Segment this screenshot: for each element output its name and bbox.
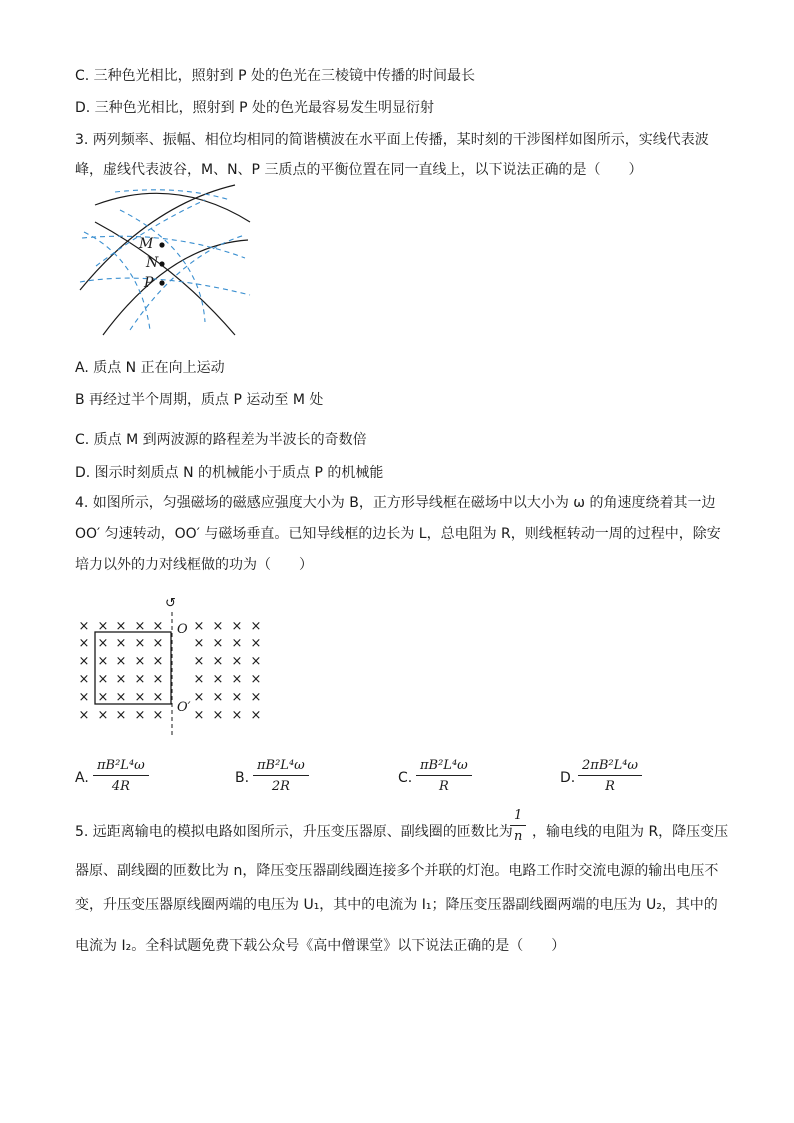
label-p: P	[144, 275, 154, 291]
field-cross-mark: ×	[231, 708, 243, 723]
field-cross-mark: ×	[212, 690, 224, 705]
field-cross-mark: ×	[115, 619, 127, 634]
field-cross-mark: ×	[250, 636, 262, 651]
q4-option-b-fraction	[253, 758, 309, 794]
q3-stem-line2: 峰，虚线代表波谷，M、N、P 三质点的平衡位置在同一直线上，以下说法正确的是（ ）	[75, 162, 643, 178]
fraction-denominator: 2R	[271, 779, 290, 794]
field-cross-mark: ×	[152, 708, 164, 723]
field-cross-mark: ×	[193, 672, 205, 687]
q5-stem-line1-pre: 5. 远距离输电的模拟电路如图所示，升压变压器原、副线圈的匝数比为	[75, 824, 513, 840]
field-cross-mark: ×	[152, 619, 164, 634]
field-cross-mark: ×	[250, 672, 262, 687]
field-cross-mark: ×	[78, 619, 90, 634]
field-cross-mark: ×	[152, 690, 164, 705]
field-cross-mark: ×	[193, 654, 205, 669]
q5-stem-line1	[75, 822, 513, 842]
fraction-denominator: 4R	[111, 779, 130, 794]
field-cross-mark: ×	[212, 654, 224, 669]
field-cross-mark: ×	[231, 619, 243, 634]
field-cross-mark: ×	[78, 636, 90, 651]
q2-option-d: D. 三种色光相比，照射到 P 处的色光最容易发生明显衍射	[75, 100, 435, 116]
field-cross-mark: ×	[78, 654, 90, 669]
q5-stem-line3: 变，升压变压器原线圈两端的电压为 U₁，其中的电流为 I₁；降压变压器副线圈两端的电压为 U₂，其中的	[75, 897, 718, 913]
field-cross-mark: ×	[250, 619, 262, 634]
field-cross-mark: ×	[115, 654, 127, 669]
field-cross-mark: ×	[193, 636, 205, 651]
fraction-numerator: πB²L⁴ω	[253, 758, 309, 776]
field-cross-mark: ×	[152, 654, 164, 669]
field-cross-mark: ×	[212, 708, 224, 723]
q4-option-c-fraction	[416, 758, 472, 794]
q4-option-c-letter: C.	[398, 770, 413, 786]
field-cross-mark: ×	[97, 654, 109, 669]
q4-option-a-letter: A.	[75, 770, 89, 786]
field-cross-mark: ×	[212, 619, 224, 634]
field-cross-mark: ×	[134, 654, 146, 669]
q4-option-b-letter: B.	[235, 770, 250, 786]
field-cross-mark: ×	[231, 636, 243, 651]
fraction-numerator: 2πB²L⁴ω	[578, 758, 642, 776]
q4-option-a-fraction	[93, 758, 149, 794]
q3-stem-line1: 3. 两列频率、振幅、相位均相同的简谐横波在水平面上传播，某时刻的干涉图样如图所示，实线代表波	[75, 132, 709, 148]
field-cross-mark: ×	[115, 636, 127, 651]
field-cross-mark: ×	[97, 672, 109, 687]
field-cross-mark: ×	[134, 690, 146, 705]
field-cross-mark: ×	[78, 708, 90, 723]
field-cross-mark: ×	[250, 690, 262, 705]
field-cross-mark: ×	[134, 672, 146, 687]
field-cross-mark: ×	[250, 654, 262, 669]
q4-option-d-letter: D.	[560, 770, 576, 786]
field-cross-mark: ×	[152, 672, 164, 687]
q3-option-b: B 再经过半个周期，质点 P 运动至 M 处	[75, 392, 324, 408]
field-cross-mark: ×	[231, 654, 243, 669]
field-cross-mark: ×	[115, 708, 127, 723]
q3-option-d: D. 图示时刻质点 N 的机械能小于质点 P 的机械能	[75, 465, 384, 481]
fraction-numerator: πB²L⁴ω	[93, 758, 149, 776]
fraction-denominator: R	[438, 779, 449, 794]
field-cross-mark: ×	[193, 690, 205, 705]
field-cross-mark: ×	[212, 672, 224, 687]
q3-option-a: A. 质点 N 正在向上运动	[75, 360, 225, 376]
rotation-icon: ↺	[165, 596, 176, 611]
q5-stem-line4: 电流为 I₂。全科试题免费下载公众号《高中僧课堂》以下说法正确的是（ ）	[75, 938, 566, 954]
field-cross-mark: ×	[250, 708, 262, 723]
field-cross-mark: ×	[115, 672, 127, 687]
fraction-denominator: R	[605, 779, 615, 794]
field-cross-mark: ×	[231, 690, 243, 705]
q4-stem-line1: 4. 如图所示，匀强磁场的磁感应强度大小为 B，正方形导线框在磁场中以大小为 ω 的角速度绕着其一边	[75, 495, 716, 511]
fraction-numerator: πB²L⁴ω	[416, 758, 472, 776]
field-cross-mark: ×	[134, 636, 146, 651]
field-cross-mark: ×	[212, 636, 224, 651]
q4-stem-line2: OO′ 匀速转动，OO′ 与磁场垂直。已知导线框的边长为 L，总电阻为 R，则线框转动一周的过程中，除安	[75, 526, 721, 542]
q4-option-d-fraction	[578, 758, 642, 794]
label-m: M	[139, 236, 154, 252]
field-cross-mark: ×	[97, 708, 109, 723]
field-cross-mark: ×	[97, 619, 109, 634]
label-n: N	[146, 255, 159, 271]
field-cross-mark: ×	[97, 690, 109, 705]
q3-option-c: C. 质点 M 到两波源的路程差为半波长的奇数倍	[75, 432, 367, 448]
q5-stem-line1-post: ，输电线的电阻为 R，降压变压	[532, 824, 729, 840]
field-cross-mark: ×	[134, 619, 146, 634]
field-cross-mark: ×	[193, 708, 205, 723]
field-cross-mark: ×	[231, 672, 243, 687]
field-cross-mark: ×	[193, 619, 205, 634]
q4-stem-line3: 培力以外的力对线框做的功为（ ）	[75, 557, 313, 573]
label-o-top: O	[177, 622, 188, 637]
field-cross-mark: ×	[78, 672, 90, 687]
q5-turns-ratio	[510, 808, 526, 844]
field-cross-mark: ×	[115, 690, 127, 705]
label-o-bottom: O′	[177, 700, 191, 715]
field-cross-mark: ×	[97, 636, 109, 651]
field-cross-mark: ×	[152, 636, 164, 651]
field-cross-mark: ×	[134, 708, 146, 723]
field-cross-mark: ×	[78, 690, 90, 705]
ratio-numerator: 1	[510, 808, 526, 826]
q5-stem-line2: 器原、副线圈的匝数比为 n，降压变压器副线圈连接多个并联的灯泡。电路工作时交流电源的输出电压不	[75, 863, 719, 879]
q2-option-c: C. 三种色光相比，照射到 P 处的色光在三棱镜中传播的时间最长	[75, 68, 476, 84]
ratio-denominator: n	[513, 829, 523, 844]
